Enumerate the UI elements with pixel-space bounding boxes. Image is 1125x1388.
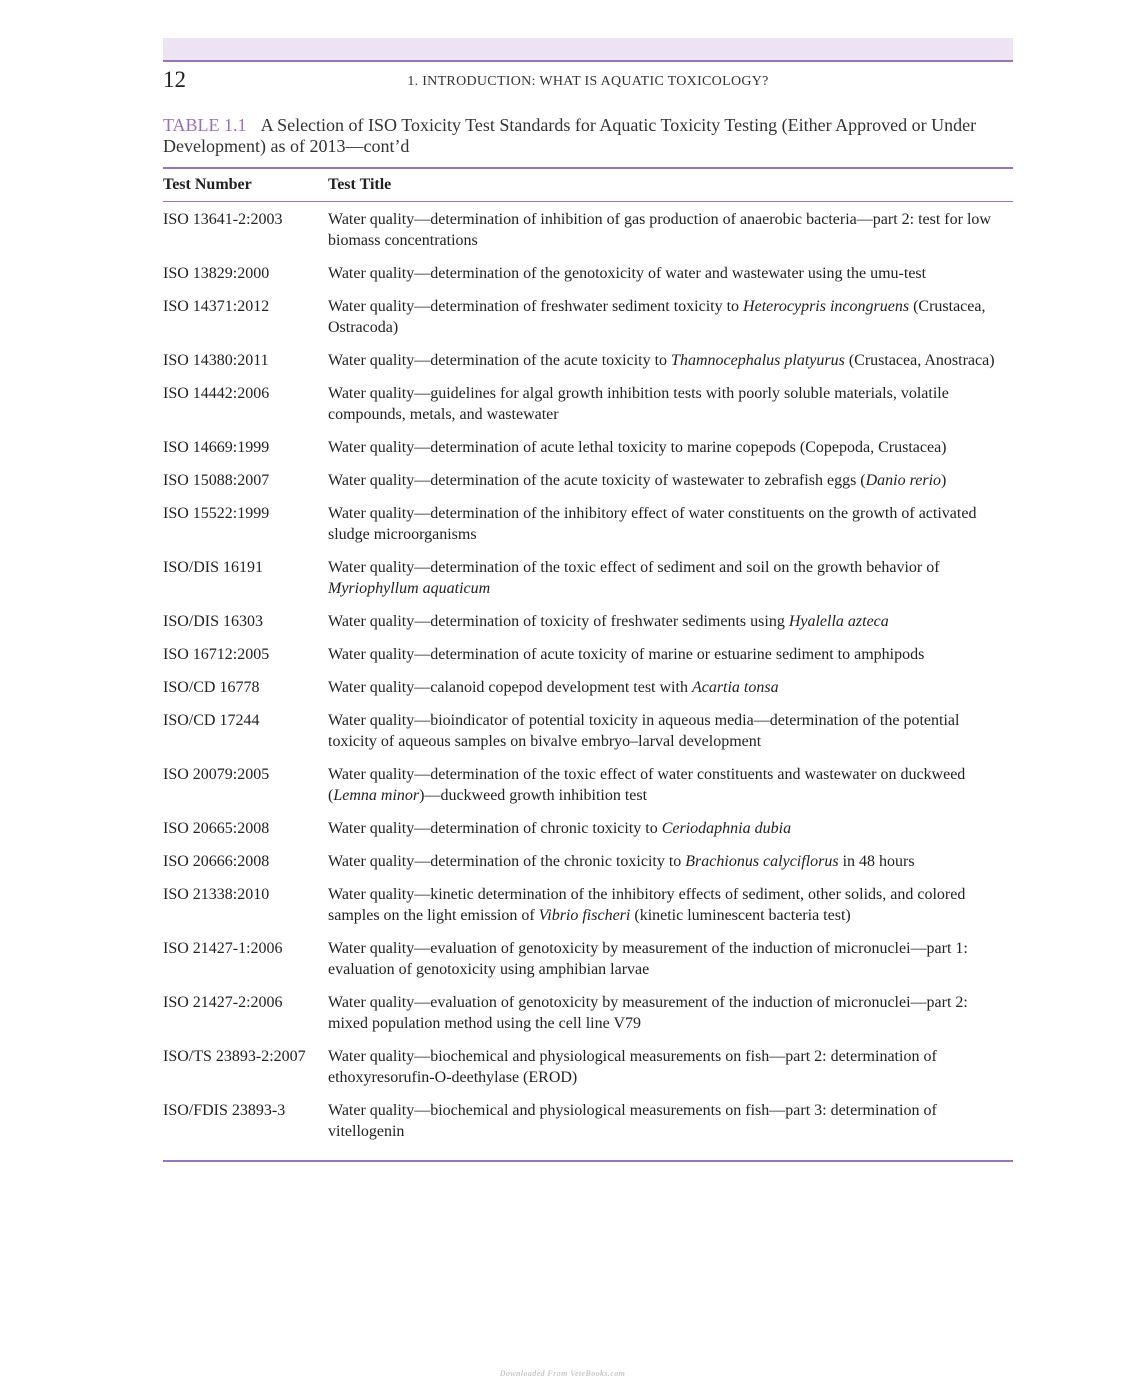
test-title-cell [328, 1046, 1013, 1088]
title-text: )—duckweed growth inhibition test [419, 787, 648, 804]
table-row [163, 470, 1013, 503]
test-number-cell: ISO/DIS 16303 [163, 613, 264, 630]
test-title-cell [328, 437, 1013, 458]
test-number-cell: ISO 20665:2008 [163, 820, 270, 837]
title-text: Water quality—determination of the toxic effect of sediment and soil on the growth behavior of [328, 559, 940, 576]
table-row [163, 209, 1013, 263]
title-text: Water quality—calanoid copepod development test with [328, 679, 692, 696]
table-row [163, 644, 1013, 677]
species-name: Ceriodaphnia dubia [661, 820, 792, 837]
column-header-test-number: Test Number [163, 176, 252, 193]
test-title-cell [328, 1100, 1013, 1142]
title-text: Water quality—determination of acute toxicity of marine or estuarine sediment to amphipods [328, 646, 925, 663]
test-title-cell [328, 764, 1013, 806]
header-band [163, 38, 1013, 60]
table-row [163, 437, 1013, 470]
table-label: TABLE 1.1 [163, 115, 247, 135]
test-number-cell: ISO 20079:2005 [163, 766, 270, 783]
test-title-cell [328, 938, 1013, 980]
test-title-cell [328, 992, 1013, 1034]
table-row [163, 677, 1013, 710]
test-title-cell [328, 818, 1013, 839]
table-row [163, 851, 1013, 884]
test-number-cell: ISO 13829:2000 [163, 265, 270, 282]
table-row [163, 1046, 1013, 1100]
test-title-cell [328, 383, 1013, 425]
title-text: Water quality—determination of the toxic effect of water constituents and wastewater on duckweed ( [328, 766, 966, 804]
test-number-cell: ISO 14669:1999 [163, 439, 270, 456]
table-caption-text: A Selection of ISO Toxicity Test Standards for Aquatic Toxicity Testing (Either Approved or Under Development) as of 2013—cont’d [163, 115, 977, 156]
header-rule [163, 60, 1013, 62]
title-text: Water quality—determination of the genotoxicity of water and wastewater using the umu-test [328, 265, 927, 282]
title-text: Water quality—bioindicator of potential toxicity in aqueous media—determination of the potential toxicity of aqueous samples on bivalve embryo–larval development [328, 712, 960, 750]
test-number-cell: ISO/TS 23893-2:2007 [163, 1048, 306, 1065]
test-number-cell: ISO 13641-2:2003 [163, 211, 283, 228]
title-text: Water quality—evaluation of genotoxicity by measurement of the induction of micronuclei—part 2: mixed population method using the cell line V79 [328, 994, 968, 1032]
table-row [163, 992, 1013, 1046]
table-caption [163, 115, 993, 157]
species-name: Acartia tonsa [691, 679, 779, 696]
test-number-cell: ISO 15522:1999 [163, 505, 270, 522]
species-name: Myriophyllum aquaticum [328, 580, 491, 597]
test-title-cell [328, 677, 1013, 698]
table-row [163, 296, 1013, 350]
standards-table [163, 167, 1013, 1162]
title-text: Water quality—kinetic determination of the inhibitory effects of sediment, other solids, and colored samples on the light emission of [328, 886, 966, 924]
title-text: Water quality—determination of the acute toxicity to [328, 352, 672, 369]
test-number-cell: ISO 15088:2007 [163, 472, 270, 489]
table-row [163, 350, 1013, 383]
test-number-cell: ISO 14442:2006 [163, 385, 270, 402]
title-text: Water quality—determination of inhibition of gas production of anaerobic bacteria—part 2: test for low biomass concentrations [328, 211, 991, 249]
title-text: Water quality—biochemical and physiological measurements on fish—part 2: determination of ethoxyresorufin-O-deethylase (EROD) [328, 1048, 937, 1086]
title-text: ) [941, 472, 947, 489]
title-text: Water quality—determination of toxicity of freshwater sediments using [328, 613, 789, 630]
species-name: Thamnocephalus platyurus [671, 352, 845, 369]
test-number-cell: ISO/FDIS 23893-3 [163, 1102, 286, 1119]
column-header-test-title: Test Title [328, 176, 392, 193]
test-title-cell [328, 611, 1013, 632]
table-row [163, 263, 1013, 296]
test-number-cell: ISO 16712:2005 [163, 646, 270, 663]
species-name: Lemna minor [333, 787, 420, 804]
test-number-cell: ISO/CD 16778 [163, 679, 260, 696]
table-row [163, 557, 1013, 611]
title-text: Water quality—evaluation of genotoxicity by measurement of the induction of micronuclei—part 1: evaluation of genotoxicity using amphibian larvae [328, 940, 968, 978]
table-row [163, 818, 1013, 851]
title-text: Water quality—determination of acute lethal toxicity to marine copepods (Copepoda, Crustacea) [328, 439, 947, 456]
test-number-cell: ISO 21427-2:2006 [163, 994, 283, 1011]
species-name: Vibrio fischeri [538, 907, 631, 924]
test-number-cell: ISO 21338:2010 [163, 886, 270, 903]
table-row [163, 938, 1013, 992]
test-number-cell: ISO 20666:2008 [163, 853, 270, 870]
test-title-cell [328, 296, 1013, 338]
title-text: (kinetic luminescent bacteria test) [630, 907, 851, 924]
title-text: Water quality—determination of freshwater sediment toxicity to [328, 298, 744, 315]
test-title-cell [328, 350, 1013, 371]
footer-watermark: Downloaded From VeteBooks.com [499, 1369, 626, 1378]
table-row [163, 710, 1013, 764]
table-header-row [163, 169, 1013, 201]
test-title-cell [328, 557, 1013, 599]
species-name: Heterocypris incongruens [743, 298, 910, 315]
title-text: Water quality—determination of the acute toxicity of wastewater to zebrafish eggs ( [328, 472, 866, 489]
test-number-cell: ISO 14380:2011 [163, 352, 269, 369]
test-title-cell [328, 644, 1013, 665]
test-number-cell: ISO 21427-1:2006 [163, 940, 283, 957]
table-row [163, 884, 1013, 938]
title-text: Water quality—determination of chronic toxicity to [328, 820, 662, 837]
title-text: in 48 hours [838, 853, 915, 870]
test-title-cell [328, 884, 1013, 926]
table-row [163, 503, 1013, 557]
species-name: Brachionus calyciflorus [685, 853, 839, 870]
test-title-cell [328, 470, 1013, 491]
test-number-cell: ISO/CD 17244 [163, 712, 260, 729]
table-row [163, 764, 1013, 818]
table-body [163, 202, 1013, 1154]
test-title-cell [328, 851, 1013, 872]
running-head: 1. INTRODUCTION: WHAT IS AQUATIC TOXICOLOGY? [407, 74, 769, 89]
test-title-cell [328, 263, 1013, 284]
title-text: Water quality—determination of the chronic toxicity to [328, 853, 686, 870]
test-number-cell: ISO/DIS 16191 [163, 559, 264, 576]
species-name: Danio rerio [865, 472, 942, 489]
page-number: 12 [163, 67, 186, 92]
title-text: (Crustacea, Ostracoda) [328, 298, 986, 336]
title-text: Water quality—guidelines for algal growth inhibition tests with poorly soluble materials, volatile compounds, metals, and wastewater [328, 385, 949, 423]
table-row [163, 611, 1013, 644]
test-number-cell: ISO 14371:2012 [163, 298, 270, 315]
title-text: Water quality—determination of the inhibitory effect of water constituents on the growth of activated sludge microorganisms [328, 505, 977, 543]
table-bottom-rule [163, 1160, 1013, 1162]
test-title-cell [328, 710, 1013, 752]
species-name: Hyalella azteca [788, 613, 889, 630]
title-text: (Crustacea, Anostraca) [844, 352, 995, 369]
table-row [163, 383, 1013, 437]
test-title-cell [328, 209, 1013, 251]
table-row [163, 1100, 1013, 1154]
title-text: Water quality—biochemical and physiological measurements on fish—part 3: determination of vitellogenin [328, 1102, 937, 1140]
test-title-cell [328, 503, 1013, 545]
